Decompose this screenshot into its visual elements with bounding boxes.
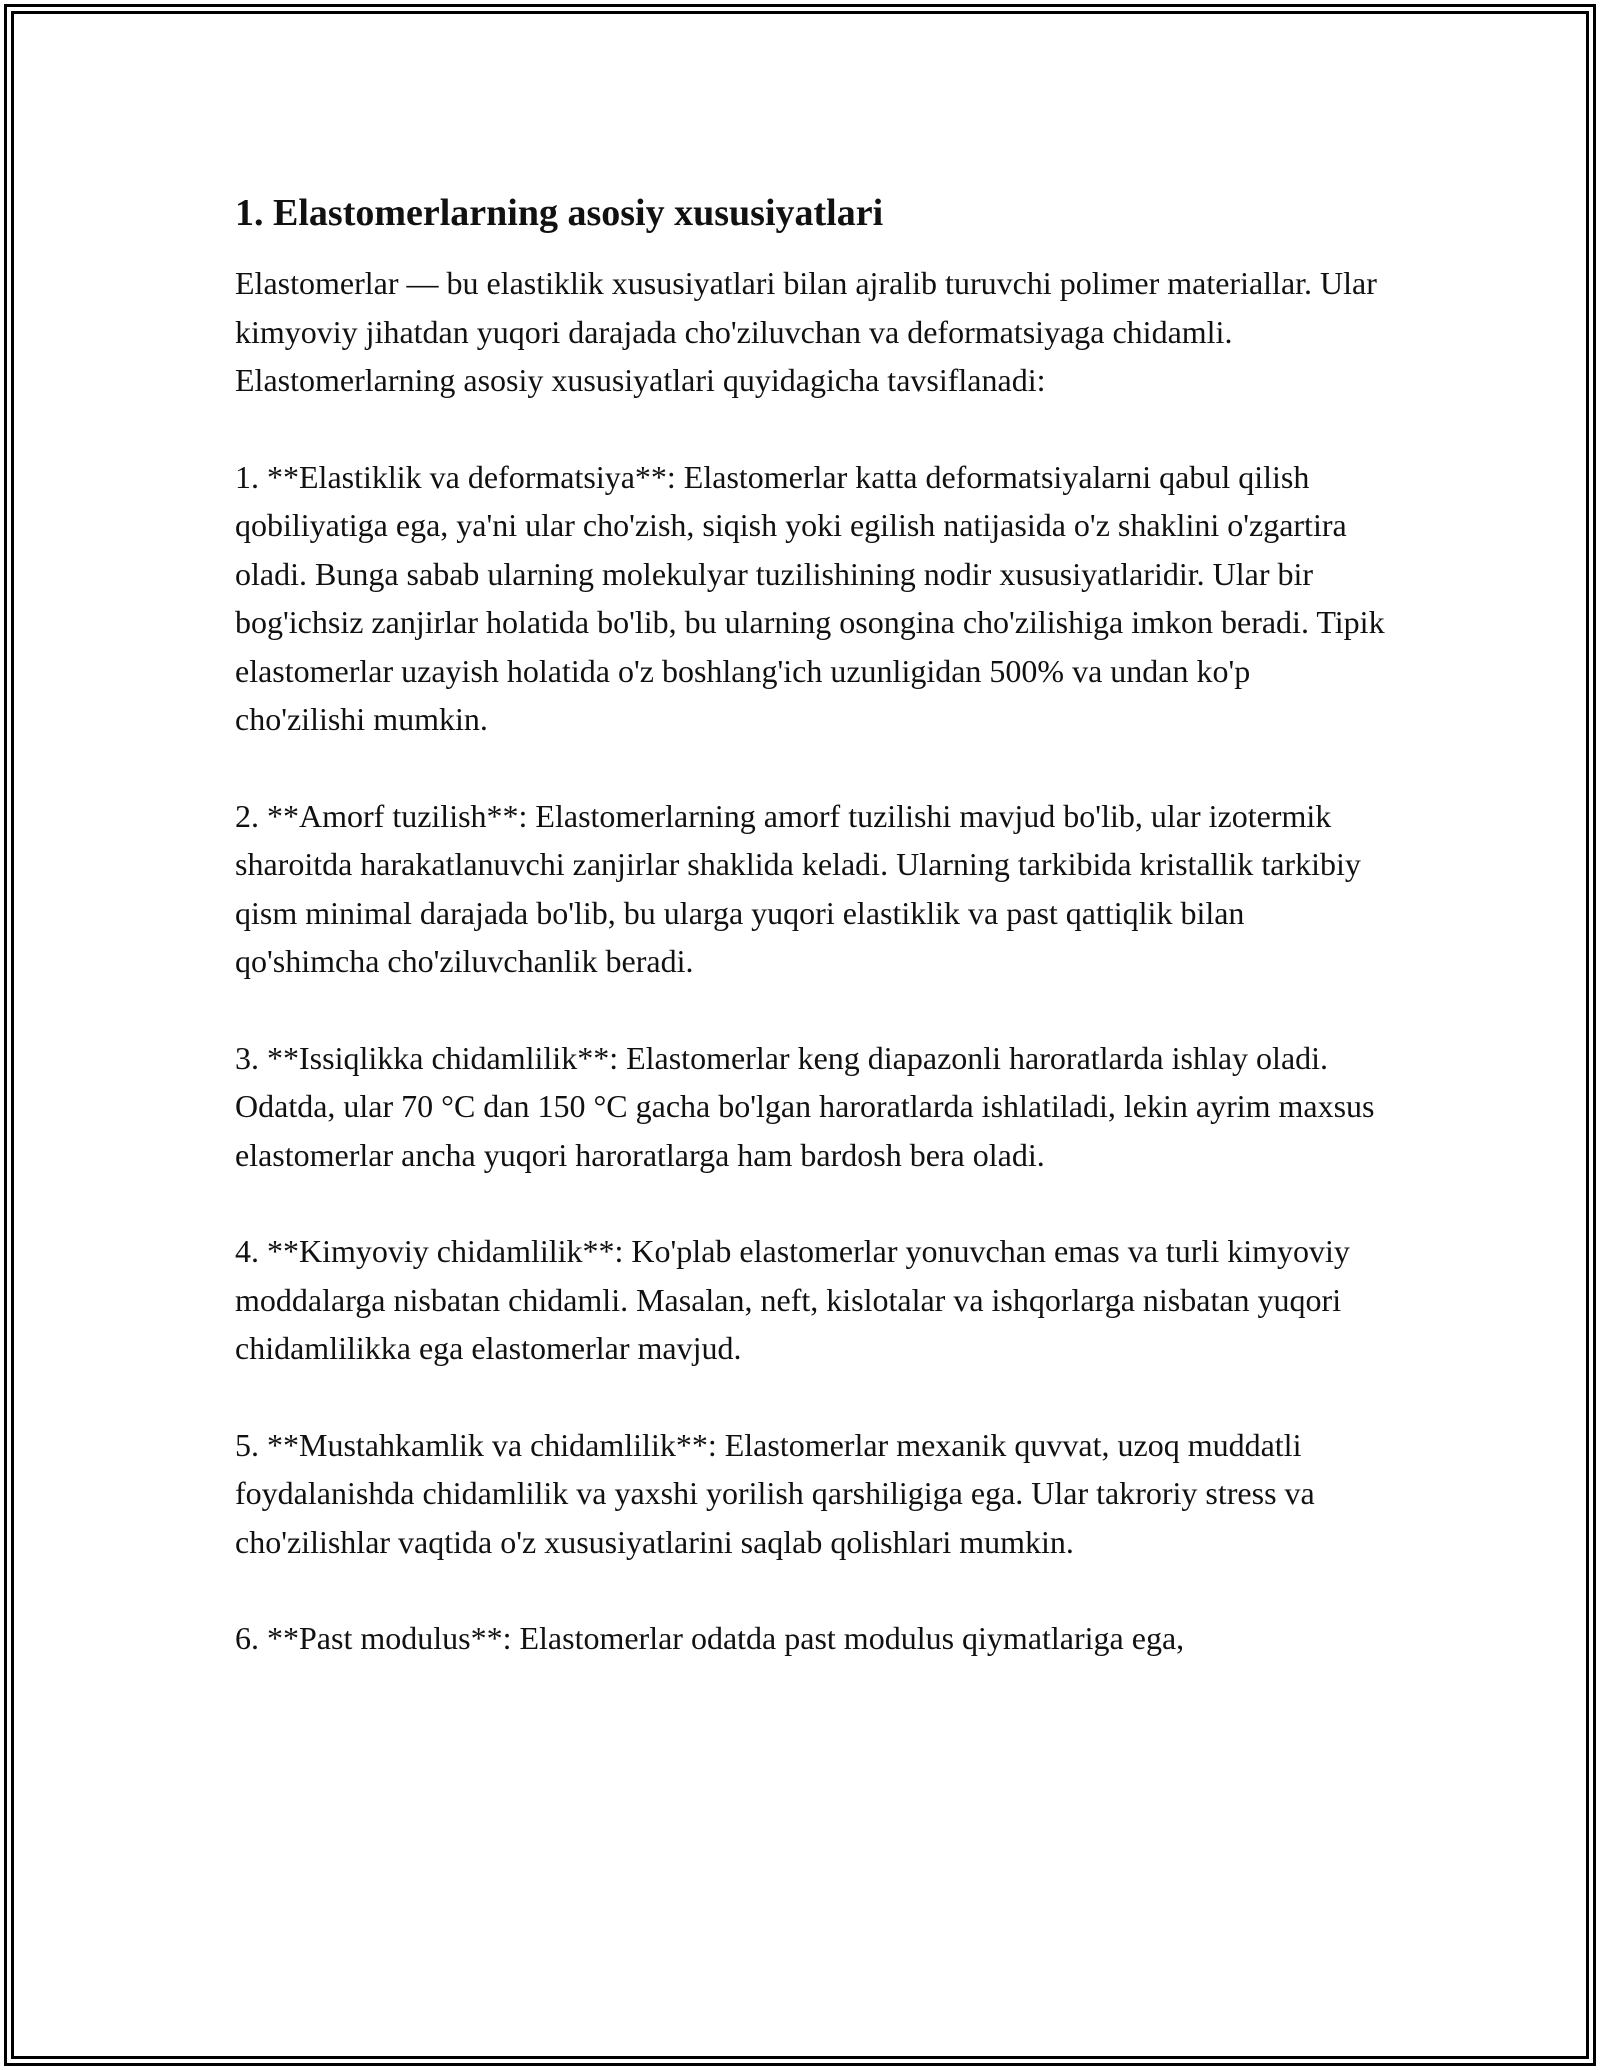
property-strength-paragraph: 5. **Mustahkamlik va chidamlilik**: Elastomerlar mexanik quvvat, uzoq muddatli foydalanishda chidamlilik va yaxshi yorilish qarshiligiga ega. Ular takroriy stress va cho'zilishlar vaqtida o'z xususiyatlarini saqlab qolishlari mumkin. [235, 1426, 1315, 1560]
property-elasticity-paragraph: 1. **Elastiklik va deformatsiya**: Elastomerlar katta deformatsiyalarni qabul qilish qobiliyatiga ega, ya'ni ular cho'zish, siqish yoki egilish natijasida o'z shaklini o'zgartira oladi. Bunga sabab ularning molekulyar tuzilishining nodir xususiyatlaridir. Ular bir bog'ichsiz zanjirlar holatida bo'lib, bu ularning osongina cho'zilishiga imkon beradi. Tipik elastomerlar uzayish holatida o'z boshlang'ich uzunligidan 500% va undan ko'p cho'zilishi mumkin. [235, 458, 1385, 737]
property-heat-resistance-paragraph: 3. **Issiqlikka chidamlilik**: Elastomerlar keng diapazonli haroratlarda ishlay oladi. Odatda, ular 70 °C dan 150 °C gacha bo'lgan haroratlarda ishlatiladi, lekin ayrim maxsus elastomerlar ancha yuqori haroratlarga ham bardosh bera oladi. [235, 1039, 1375, 1173]
property-amorphous-paragraph: 2. **Amorf tuzilish**: Elastomerlarning amorf tuzilishi mavjud bo'lib, ular izotermik sharoitda harakatlanuvchi zanjirlar shaklida keladi. Ularning tarkibida kristallik tarkibiy qism minimal darajada bo'lib, bu ularga yuqori elastiklik va past qattiqlik bilan qo'shimcha cho'ziluvchanlik beradi. [235, 797, 1361, 979]
intro-paragraph: Elastomerlar — bu elastiklik xususiyatlari bilan ajralib turuvchi polimer materiallar. Ular kimyoviy jihatdan yuqori darajada cho'ziluvchan va deformatsiyaga chidamli. Elastomerlarning asosiy xususiyatlari quyidagicha tavsiflanadi: [235, 265, 1377, 398]
section-heading: 1. Elastomerlarning asosiy xususiyatlari [235, 192, 884, 234]
document-body [235, 185, 1385, 1711]
property-chemical-resistance-paragraph: 4. **Kimyoviy chidamlilik**: Ko'plab elastomerlar yonuvchan emas va turli kimyoviy moddalarga nisbatan chidamli. Masalan, neft, kislotalar va ishqorlarga nisbatan yuqori chidamlilikka ega elastomerlar mavjud. [235, 1233, 1350, 1366]
property-low-modulus-paragraph: 6. **Past modulus**: Elastomerlar odatda past modulus qiymatlariga ega, [235, 1620, 1185, 1656]
